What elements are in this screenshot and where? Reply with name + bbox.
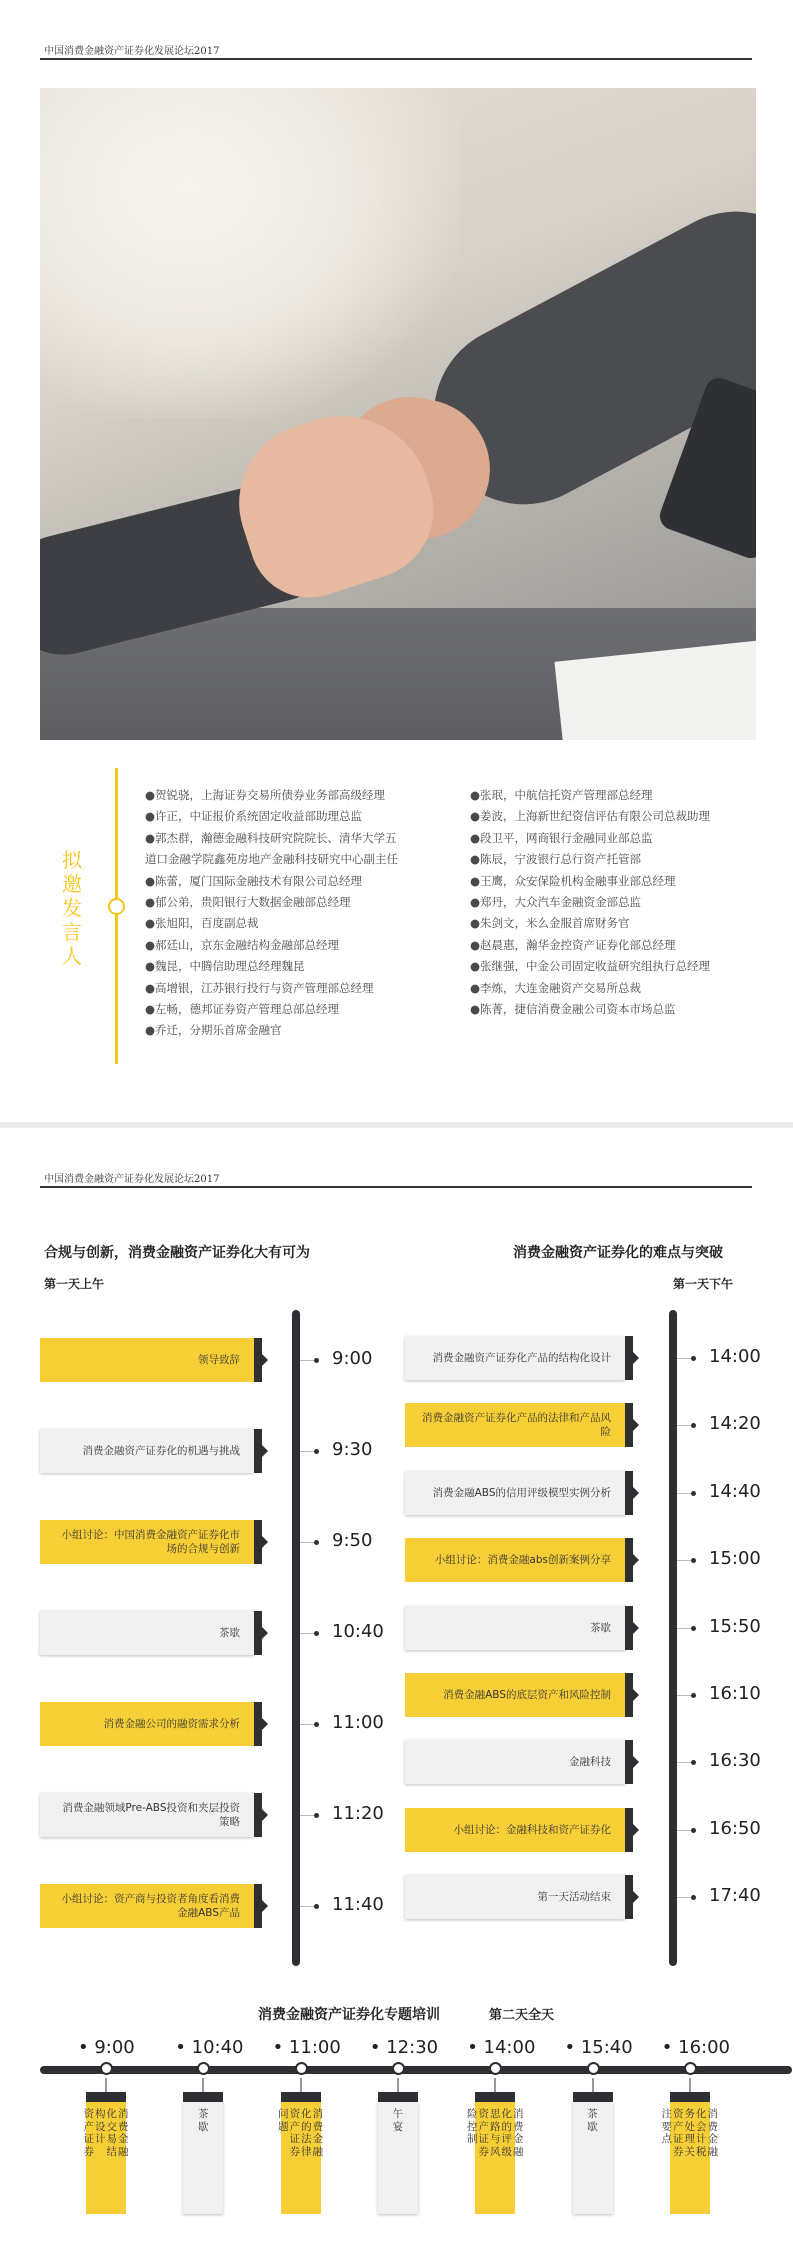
day2-time: • 15:40 bbox=[564, 2037, 633, 2058]
agenda-time-dot bbox=[314, 1358, 319, 1363]
agenda-time: 16:10 bbox=[709, 1683, 761, 1704]
day2-session-text: 消费金融 bbox=[512, 2108, 524, 2158]
speaker-entry: ●张旭阳，百度副总裁 bbox=[145, 916, 259, 931]
day2-card-body bbox=[378, 2102, 418, 2214]
agenda-time: 17:40 bbox=[709, 1885, 761, 1907]
day2-card-cap bbox=[378, 2092, 418, 2102]
afternoon-timeline-bar bbox=[669, 1310, 677, 1966]
day2-card-body bbox=[278, 2102, 324, 2214]
agenda-item: 小组讨论：金融科技和资产证券化 bbox=[405, 1808, 625, 1852]
day2-session-text: 化会计税 bbox=[696, 2108, 707, 2158]
speaker-entry: ●郁公弟，贵阳银行大数据金融部总经理 bbox=[145, 895, 351, 910]
speakers-accent-circle bbox=[108, 898, 125, 915]
speakers-accent-bar bbox=[115, 768, 118, 1064]
day2-card-cap bbox=[281, 2092, 321, 2102]
agenda-item-marker bbox=[625, 1403, 633, 1447]
day2-node bbox=[684, 2062, 697, 2075]
speaker-entry: ●李炼，大连金融资产交易所总裁 bbox=[470, 980, 642, 995]
day2-session-text: 务处理关 bbox=[684, 2108, 696, 2158]
day2-node bbox=[392, 2062, 405, 2075]
day2-session-text: 茶歇 bbox=[587, 2108, 598, 2133]
agenda-item: 第一天活动结束 bbox=[405, 1875, 625, 1919]
agenda-time-dot bbox=[314, 1813, 319, 1818]
day2-card-body bbox=[661, 2102, 719, 2214]
day2-session-text: 化的评级 bbox=[501, 2108, 512, 2158]
agenda-time-dot bbox=[314, 1540, 319, 1545]
agenda-item-marker bbox=[625, 1673, 633, 1717]
day2-card-cap bbox=[573, 2092, 613, 2102]
day2-session-card bbox=[183, 2092, 223, 2214]
day2-session-text: 构设计 bbox=[95, 2108, 106, 2145]
day2-session-card bbox=[278, 2092, 324, 2214]
agenda-item-marker bbox=[254, 1884, 262, 1928]
speakers-title: 拟邀发言人 bbox=[62, 848, 84, 968]
agenda-tick bbox=[677, 1897, 691, 1898]
agenda-time: 16:30 bbox=[709, 1750, 761, 1772]
speaker-entry: ●赵晨惠，瀚华金控资产证券化部总经理 bbox=[470, 937, 676, 952]
agenda-tick bbox=[300, 1360, 314, 1361]
agenda-item: 茶歇 bbox=[40, 1611, 254, 1655]
agenda-item: 小组讨论：资产商与投资者角度看消费金融ABS产品 bbox=[40, 1884, 254, 1928]
agenda-time-dot bbox=[314, 1722, 319, 1727]
agenda-tick bbox=[300, 1451, 314, 1452]
agenda-item: 领导致辞 bbox=[40, 1338, 254, 1382]
day2-card-body bbox=[573, 2102, 613, 2214]
day2-session-text: 茶歇 bbox=[198, 2108, 209, 2133]
header-rule bbox=[40, 58, 752, 60]
agenda-tick bbox=[677, 1358, 691, 1359]
day2-time: • 10:40 bbox=[175, 2037, 244, 2058]
speaker-entry: ●张珉，中航信托资产管理部总经理 bbox=[470, 788, 653, 802]
speakers-list-right bbox=[470, 785, 710, 1020]
agenda-time-dot bbox=[691, 1693, 696, 1698]
agenda-time: 9:00 bbox=[332, 1348, 373, 1369]
agenda-item: 消费金融资产证券化产品的结构化设计 bbox=[405, 1336, 625, 1380]
morning-theme-title: 合规与创新，消费金融资产证券化大有可为 bbox=[44, 1245, 310, 1261]
day2-session-text: 消费金融 bbox=[707, 2108, 719, 2158]
agenda-time-dot bbox=[691, 1491, 696, 1496]
day1-am-label: 第一天上午 bbox=[44, 1277, 105, 1291]
agenda-item: 茶歇 bbox=[405, 1606, 625, 1650]
day2-time: • 9:00 bbox=[78, 2037, 135, 2058]
agenda-item-marker bbox=[254, 1793, 262, 1837]
agenda-item-marker bbox=[625, 1808, 633, 1852]
day2-session-card bbox=[661, 2092, 719, 2214]
agenda-time: 15:50 bbox=[709, 1615, 761, 1637]
day2-session-text: 消费金融 bbox=[312, 2108, 324, 2158]
agenda-item-marker bbox=[625, 1875, 633, 1919]
agenda-tick bbox=[300, 1633, 314, 1634]
agenda-tick bbox=[300, 1815, 314, 1816]
day2-session-text: 午宴 bbox=[392, 2108, 404, 2133]
day2-time: • 12:30 bbox=[369, 2037, 439, 2058]
agenda-item: 小组讨论：中国消费金融资产证券化市场的合规与创新 bbox=[40, 1520, 254, 1564]
agenda-time: 14:20 bbox=[709, 1413, 761, 1435]
speaker-entry: ●魏昆，中腾信助理总经理魏昆 bbox=[145, 959, 305, 974]
day2-card-body bbox=[466, 2102, 524, 2214]
agenda-time-dot bbox=[314, 1631, 319, 1636]
day2-time: • 14:00 bbox=[467, 2037, 536, 2058]
day2-session-text: 资产证券 bbox=[289, 2108, 301, 2158]
day2-subtitle: 第二天全天 bbox=[489, 2008, 555, 2023]
speaker-entry: ●陈蕾，厦门国际金融技术有限公司总经理 bbox=[145, 873, 363, 888]
speaker-entry: ●陈辰，宁波银行总行资产托管部 bbox=[470, 852, 642, 867]
agenda-time: 10:40 bbox=[332, 1621, 384, 1642]
agenda-time: 9:50 bbox=[332, 1530, 373, 1551]
agenda-item: 小组讨论：消费金融abs创新案例分享 bbox=[405, 1538, 625, 1582]
agenda-item-marker bbox=[625, 1538, 633, 1582]
day2-session-text: 消费金融 bbox=[118, 2108, 129, 2158]
day2-session-text: 资产证券 bbox=[673, 2108, 684, 2158]
speaker-entry: ●乔迁，分期乐首席金融官 bbox=[145, 1023, 282, 1038]
agenda-time: 16:50 bbox=[709, 1817, 761, 1839]
agenda-time: 14:00 bbox=[709, 1346, 761, 1367]
agenda-time-dot bbox=[314, 1449, 319, 1454]
agenda-tick bbox=[677, 1762, 691, 1763]
day2-node bbox=[587, 2062, 600, 2075]
afternoon-theme-title: 消费金融资产证券化的难点与突破 bbox=[513, 1245, 723, 1261]
day2-session-text: 资产证券 bbox=[83, 2108, 94, 2158]
agenda-item: 消费金融资产证券化的机遇与挑战 bbox=[40, 1429, 254, 1473]
agenda-item-marker bbox=[625, 1606, 633, 1650]
morning-timeline-bar bbox=[292, 1310, 300, 1966]
day2-session-text: 思路与风 bbox=[489, 2108, 501, 2158]
handshake-photo bbox=[40, 88, 756, 740]
speakers-list-left bbox=[145, 785, 398, 1042]
agenda-item: 金融科技 bbox=[405, 1740, 625, 1784]
day2-card-cap bbox=[475, 2092, 515, 2102]
day2-timeline-bar bbox=[40, 2066, 792, 2074]
agenda-time-dot bbox=[314, 1904, 319, 1909]
day2-card-body bbox=[183, 2102, 223, 2214]
day2-session-card bbox=[466, 2092, 524, 2214]
speaker-entry: ●王鹰，众安保险机构金融事业部总经理 bbox=[470, 873, 676, 888]
agenda-time: 11:00 bbox=[332, 1712, 384, 1733]
agenda-item: 消费金融ABS的底层资产和风险控制 bbox=[405, 1673, 625, 1717]
speaker-entry: ●段卫平，网商银行金融同业部总监 bbox=[470, 830, 653, 845]
agenda-tick bbox=[300, 1724, 314, 1725]
agenda-item-marker bbox=[625, 1471, 633, 1515]
agenda-time-dot bbox=[691, 1626, 696, 1631]
header-title: 中国消费金融资产证券化发展论坛2017 bbox=[44, 1174, 220, 1185]
speaker-entry: ●高增银，江苏银行投行与资产管理部总经理 bbox=[145, 980, 374, 995]
day2-session-text: 化的法律 bbox=[301, 2108, 312, 2158]
speaker-entry: ●朱剑文，米么金服首席财务官 bbox=[470, 916, 630, 931]
agenda-time: 9:30 bbox=[332, 1439, 373, 1460]
agenda-tick bbox=[677, 1425, 691, 1426]
agenda-item-marker bbox=[254, 1611, 262, 1655]
agenda-item-marker bbox=[254, 1429, 262, 1473]
agenda-time: 14:40 bbox=[709, 1480, 761, 1502]
agenda-item-marker bbox=[625, 1740, 633, 1784]
agenda-item-marker bbox=[254, 1338, 262, 1382]
speaker-entry: ●许正，中证报价系统固定收益部助理总监 bbox=[145, 809, 363, 824]
day1-pm-label: 第一天下午 bbox=[673, 1277, 734, 1291]
header-title: 中国消费金融资产证券化发展论坛2017 bbox=[44, 46, 220, 57]
speaker-entry: ●郭杰群，瀚德金融科技研究院院长、清华大学五 bbox=[145, 830, 397, 845]
day2-card-cap bbox=[183, 2092, 223, 2102]
agenda-tick bbox=[300, 1906, 314, 1907]
speaker-entry: ●郑丹，大众汽车金融资金部总监 bbox=[470, 895, 642, 910]
agenda-item: 消费金融领域Pre-ABS投资和夹层投资策略 bbox=[40, 1793, 254, 1837]
day2-session-text: 化交易结 bbox=[106, 2108, 117, 2158]
day2-session-card bbox=[378, 2092, 418, 2214]
day2-session-card bbox=[573, 2092, 613, 2214]
agenda-item-marker bbox=[254, 1520, 262, 1564]
day2-time: • 11:00 bbox=[272, 2037, 341, 2058]
agenda-time: 11:20 bbox=[332, 1803, 384, 1824]
day2-time: • 16:00 bbox=[661, 2037, 731, 2058]
agenda-item: 消费金融ABS的信用评级模型实例分析 bbox=[405, 1471, 625, 1515]
speaker-entry: ●贺锐骁，上海证券交易所债券业务部高级经理 bbox=[145, 788, 386, 802]
day2-session-text: 注要点 bbox=[661, 2108, 673, 2145]
speaker-entry: 道口金融学院鑫苑房地产金融科技研究中心副主任 bbox=[145, 852, 398, 867]
agenda-item-marker bbox=[254, 1702, 262, 1746]
agenda-item: 消费金融资产证券化产品的法律和产品风险 bbox=[405, 1403, 625, 1447]
day2-session-card bbox=[83, 2092, 129, 2214]
agenda-tick bbox=[677, 1493, 691, 1494]
agenda-tick bbox=[300, 1542, 314, 1543]
day2-title: 消费金融资产证券化专题培训 bbox=[258, 2007, 440, 2023]
day2-node bbox=[100, 2062, 113, 2075]
agenda-tick bbox=[677, 1560, 691, 1561]
agenda-time: 11:40 bbox=[332, 1894, 384, 1915]
agenda-item: 消费金融公司的融资需求分析 bbox=[40, 1702, 254, 1746]
header-rule bbox=[40, 1186, 752, 1188]
agenda-item-marker bbox=[625, 1336, 633, 1380]
speaker-entry: ●陈菁，捷信消费金融公司资本市场总监 bbox=[470, 1002, 676, 1017]
page-one bbox=[0, 0, 793, 1122]
agenda-time: 15:00 bbox=[709, 1548, 761, 1570]
day2-session-text: 问题 bbox=[278, 2108, 289, 2133]
agenda-tick bbox=[677, 1695, 691, 1696]
day2-card-cap bbox=[670, 2092, 710, 2102]
agenda-tick bbox=[677, 1628, 691, 1629]
agenda-tick bbox=[677, 1830, 691, 1831]
day2-session-text: 资产证券 bbox=[478, 2108, 489, 2158]
day2-session-text: 险控制 bbox=[466, 2108, 478, 2145]
speaker-entry: ●郝廷山，京东金融结构金融部总经理 bbox=[145, 937, 340, 952]
day2-node bbox=[295, 2062, 308, 2075]
day2-card-body bbox=[83, 2102, 129, 2214]
speaker-entry: ●姜波，上海新世纪资信评估有限公司总裁助理 bbox=[470, 809, 711, 824]
agenda-time-dot bbox=[691, 1356, 696, 1361]
day2-card-cap bbox=[86, 2092, 126, 2102]
agenda-time-dot bbox=[691, 1828, 696, 1833]
speaker-entry: ●左畅，德邦证券资产管理总部总经理 bbox=[145, 1002, 340, 1017]
speaker-entry: ●张继强，中金公司固定收益研究组执行总经理 bbox=[470, 959, 711, 974]
